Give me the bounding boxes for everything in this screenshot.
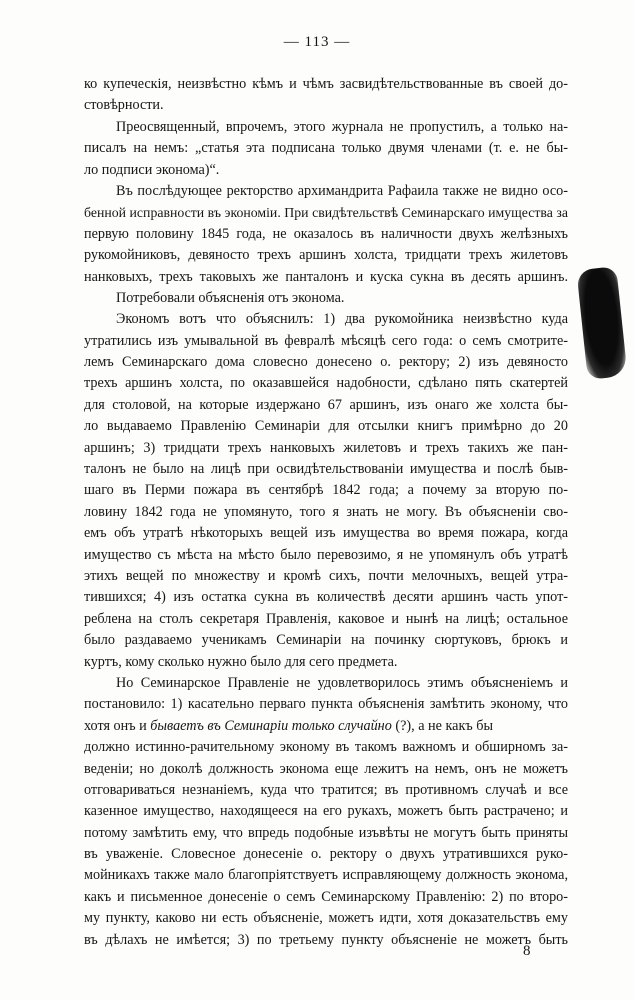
text-line: му пункту, каково ни есть объясненіе, можетъ идти, хотя доказательствъ ему xyxy=(84,910,568,927)
body-text xyxy=(84,74,568,951)
text-line: куртъ, кому сколько нужно было для сего предмета. xyxy=(84,653,398,670)
text-line-mixed xyxy=(84,716,568,737)
text-line: трехъ аршинъ холста, по оказавшейся надобности, сдѣлано пять скатертей xyxy=(84,375,568,392)
text-line: тившихся; 4) изъ остатка сукна въ количествѣ десяти аршинъ часть упот- xyxy=(84,589,568,606)
text-line: ко купеческія, неизвѣстно кѣмъ и чѣмъ засвидѣтельствованные въ своей до- xyxy=(84,76,568,92)
text-line: отговариваться незнаніемъ, куда что тратится; въ противномъ случаѣ и все xyxy=(84,781,568,798)
text-line: этихъ вещей по множеству и кромѣ сихъ, почти мелочныхъ, вещей утра- xyxy=(84,567,568,584)
text-line: потому замѣтить ему, что впредь подобные изъвѣты не могутъ быть приняты xyxy=(84,824,568,841)
text-segment: (?), а не какъ бы xyxy=(391,717,493,734)
text-line: въ уваженіе. Словесное донесеніе о. ректору о двухъ утратившихся руко- xyxy=(84,846,568,863)
ink-stain xyxy=(576,266,627,380)
text-line: веденіи; но доколѣ должность эконома еще лежитъ на немъ, онъ не можетъ xyxy=(84,760,568,777)
text-line: Но Семинарское Правленіе не удовлетворилось этимъ объясненіемъ и xyxy=(116,674,568,691)
text-line: утратились изъ умывальной въ февралѣ мѣсяцѣ сего года: о семъ смотрите- xyxy=(84,332,568,349)
text-line: аршинъ; 3) тридцати трехъ нанковыхъ жилетовъ и трехъ такихъ же пан- xyxy=(84,439,568,456)
text-line: писалъ на немъ: „статья эта подписана только двумя членами (т. е. не бы- xyxy=(84,140,568,157)
text-line: Преосвященный, впрочемъ, этого журнала не пропустилъ, а только на- xyxy=(116,118,568,135)
text-line: Въ послѣдующее ректорство архимандрита Рафаила также не видно осо- xyxy=(116,182,568,199)
text-line: бенной исправности въ экономіи. При свидѣтельствѣ Семинарскаго имущества за xyxy=(84,205,568,221)
text-line: емъ объ утратѣ нѣкоторыхъ вещей изъ имущества во время пожара, когда xyxy=(84,525,568,542)
italic-emphasis: бываетъ въ Семинаріи только случайно xyxy=(150,717,392,734)
text-line: лемъ Семинарскаго дома словесно донесено о. ректору; 2) изъ девяносто xyxy=(84,354,568,371)
text-line: постановило: 1) касательно перваго пункта объясненія замѣтить эконому, что xyxy=(84,696,568,713)
page-number: — 113 — xyxy=(283,34,351,50)
text-line: должно истинно-рачительному эконому въ такомъ важномъ и обширномъ за- xyxy=(84,739,568,756)
text-line: было раздаваемо ученикамъ Семинаріи на починку сюртуковъ, брюкъ и xyxy=(84,632,568,649)
text-line: ловину 1842 года не упомянуто, того я знать не могу. Въ объясненіи сво- xyxy=(84,503,568,520)
text-line: имущество съ мѣста на мѣсто было перевозимо, я не упомянулъ объ утратѣ xyxy=(84,546,568,563)
text-line: шаго въ Перми пожара въ сентябрѣ 1842 года; а почему за вторую по- xyxy=(84,482,568,499)
text-line: талонъ не было на лицѣ при освидѣтельствованіи имущества и послѣ быв- xyxy=(84,461,568,478)
text-line: въ дѣлахъ не имѣется; 3) по третьему пункту объясненіе не можетъ быть xyxy=(84,931,568,948)
text-line: ло подписи эконома)“. xyxy=(84,161,220,178)
text-line: мойникахъ также мало благопріятствуетъ исправляющему должность эконома, xyxy=(84,867,568,884)
text-line: Потребовали объясненія отъ эконома. xyxy=(116,289,345,306)
text-line: казенное имущество, находящееся на его рукахъ, можетъ быть растрачено; и xyxy=(84,803,568,820)
text-line: Экономъ вотъ что объяснилъ: 1) два рукомойника неизвѣстно куда xyxy=(116,311,568,328)
text-line: стовѣрности. xyxy=(84,97,164,114)
text-line: для столовой, на которые издержано 67 аршинъ, изъ онаго же холста бы- xyxy=(84,396,568,413)
text-segment: хотя онъ и xyxy=(84,717,151,734)
text-line: какъ и письменное донесеніе о семъ Семинарскому Правленію: 2) по второ- xyxy=(84,888,568,905)
text-line: реблена на столъ секретаря Правленія, каковое и нынѣ на лицѣ; остальное xyxy=(84,610,568,627)
text-line: рукомойниковъ, девяносто трехъ аршинъ холста, тридцати трехъ жилетовъ xyxy=(84,247,568,264)
signature-mark: 8 xyxy=(523,943,531,959)
text-line: нанковыхъ, трехъ таковыхъ же панталонъ и куска сукна въ десять аршинъ. xyxy=(84,268,568,285)
text-line: ло выдаваемо Правленію Семинаріи для отсылки книгъ примѣрно до 20 xyxy=(84,418,568,435)
text-line: первую половину 1845 года, не оказалось въ наличности двухъ желѣзныхъ xyxy=(84,225,568,242)
